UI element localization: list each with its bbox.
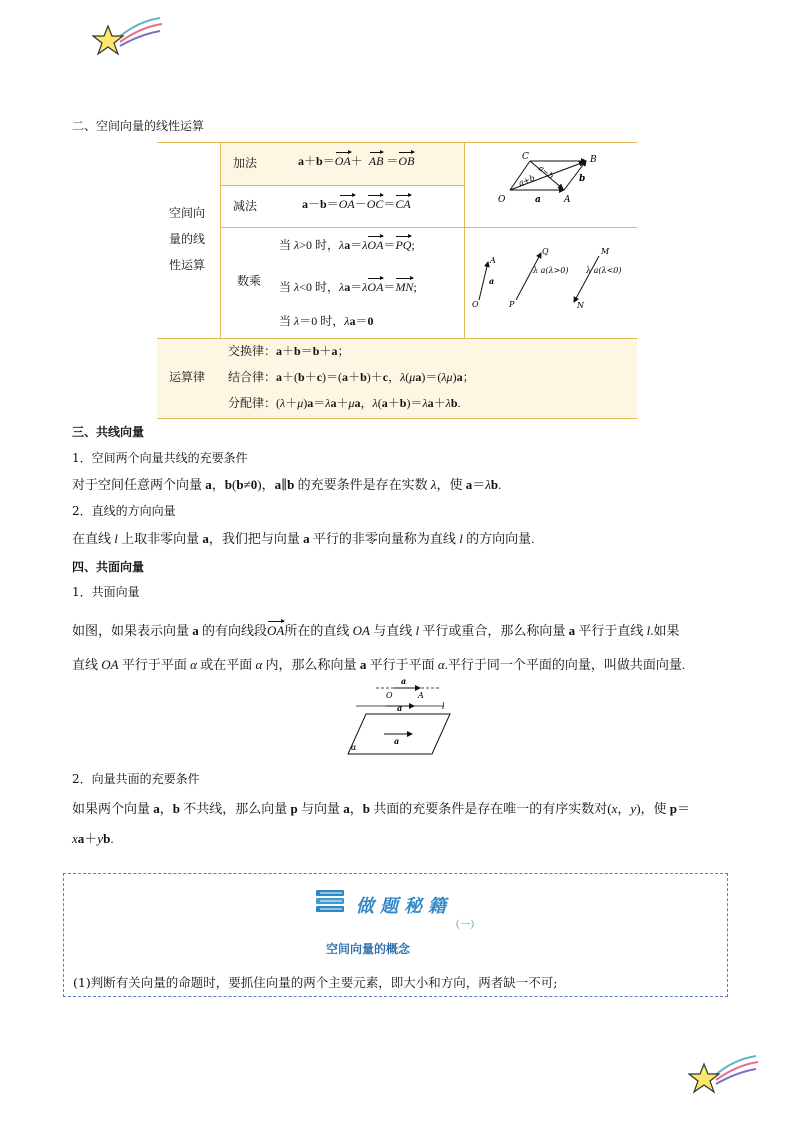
scalar-mult-label: 数乘 <box>237 274 262 288</box>
fig2-positive-label: λ a(λ>0) <box>533 266 569 275</box>
coplanar-sub1: 1．共面向量 <box>72 585 140 599</box>
point-b-label: B <box>590 155 597 165</box>
fig2-negative-label: λ a(λ<0) <box>586 266 622 275</box>
coplanar-fig-a-point: A <box>418 691 424 700</box>
collinear-sub2: 2．直线的方向向量 <box>72 504 176 518</box>
coplanar-fig-alpha: α <box>351 743 357 752</box>
star-decoration-top <box>92 16 164 58</box>
fig2-point-p: P <box>509 300 515 309</box>
section-title-collinear: 三、共线向量 <box>72 425 145 439</box>
collinear-sub1: 1．空间两个向量共线的充要条件 <box>72 451 248 465</box>
fig2-point-m: M <box>601 247 610 256</box>
point-o-label: O <box>498 195 506 205</box>
vector-a-label: a <box>535 195 541 205</box>
scalar-mult-line-3: 当 λ＝0 时，λa＝0 <box>279 314 374 328</box>
fig2-point-a: A <box>490 256 496 265</box>
coplanar-fig-o: O <box>386 691 393 700</box>
vector-b-label: b <box>579 174 586 184</box>
scalar-multiple-figure <box>471 242 637 317</box>
subtraction-formula: a－b＝OA－OC＝CA <box>302 197 411 211</box>
tip-banner-sub: （一） <box>450 920 480 931</box>
scalar-mult-line-2: 当 λ<0 时，λa＝λOA＝MN; <box>279 280 417 294</box>
direction-vector-text: 在直线 l 上取非零向量 a，我们把与向量 a 平行的非零向量称为直线 l 的方向向量. <box>72 531 535 546</box>
books-icon <box>314 888 348 918</box>
tip-banner: 做题秘籍 <box>356 896 452 917</box>
table-row-header: 空间向 量的线 性运算 <box>169 206 206 272</box>
coplanar-condition-line1: 如果两个向量 a，b 不共线，那么向量 p 与向量 a，b 共面的充要条件是存在唯一的有序实数对(x，y)，使 p＝ <box>72 801 691 816</box>
difference-label: a−b <box>536 163 556 181</box>
parallelogram-figure <box>494 148 614 208</box>
linear-operations-table <box>157 142 637 418</box>
coplanar-condition-line2: xa＋yb. <box>72 831 114 846</box>
fig2-point-o: O <box>472 300 479 309</box>
law-commutative: 交换律：a＋b＝b＋a； <box>228 344 350 358</box>
fig2-point-n: N <box>577 301 584 310</box>
coplanar-fig-a-mid: a <box>397 703 403 713</box>
laws-header: 运算律 <box>169 370 206 384</box>
coplanar-fig-a-top: a <box>401 676 407 686</box>
law-associative: 结合律：a＋(b＋c)＝(a＋b)＋c，λ(μa)＝(λμ)a； <box>228 370 475 384</box>
collinear-condition: 对于空间任意两个向量 a，b(b≠0)，a∥b 的充要条件是存在实数 λ，使 a＝λb. <box>72 477 502 492</box>
coplanar-text-line1: 如图，如果表示向量 a 的有向线段OA所在的直线 OA 与直线 l 平行或重合，那么称向量 a 平行于直线 l.如果 <box>72 623 680 638</box>
coplanar-fig-a-plane: a <box>394 736 400 746</box>
addition-formula: a＋b＝OA＋ AB ＝OB <box>298 154 415 168</box>
law-distributive: 分配律：(λ＋μ)a＝λa＋μa，λ(a＋b)＝λa＋λb. <box>228 396 461 410</box>
tip-title: 空间向量的概念 <box>326 942 411 956</box>
coplanar-text-line2: 直线 OA 平行于平面 α 或在平面 α 内，那么称向量 a 平行于平面 α.平行于同一个平面的向量，叫做共面向量. <box>72 657 686 672</box>
fig2-point-q: Q <box>542 247 549 256</box>
star-decoration-bottom <box>688 1054 760 1096</box>
coplanar-fig-l: l <box>442 702 445 711</box>
addition-label: 加法 <box>233 156 258 170</box>
sum-label: a+b <box>517 173 537 188</box>
fig2-vector-a: a <box>489 276 495 286</box>
coplanar-sub2: 2．向量共面的充要条件 <box>72 772 200 786</box>
point-c-label: C <box>522 152 529 162</box>
section-title-coplanar: 四、共面向量 <box>72 560 145 574</box>
subtraction-label: 减法 <box>233 199 258 213</box>
scalar-mult-line-1: 当 λ>0 时，λa＝λOA＝PQ; <box>279 238 415 252</box>
tip-text: (1)判断有关向量的命题时，要抓住向量的两个主要元素，即大小和方向，两者缺一不可; <box>73 975 558 990</box>
coplanar-figure <box>346 676 454 756</box>
point-a-label: A <box>564 195 571 205</box>
tip-box <box>63 873 728 997</box>
section-title-linear-operations: 二、空间向量的线性运算 <box>72 119 205 133</box>
